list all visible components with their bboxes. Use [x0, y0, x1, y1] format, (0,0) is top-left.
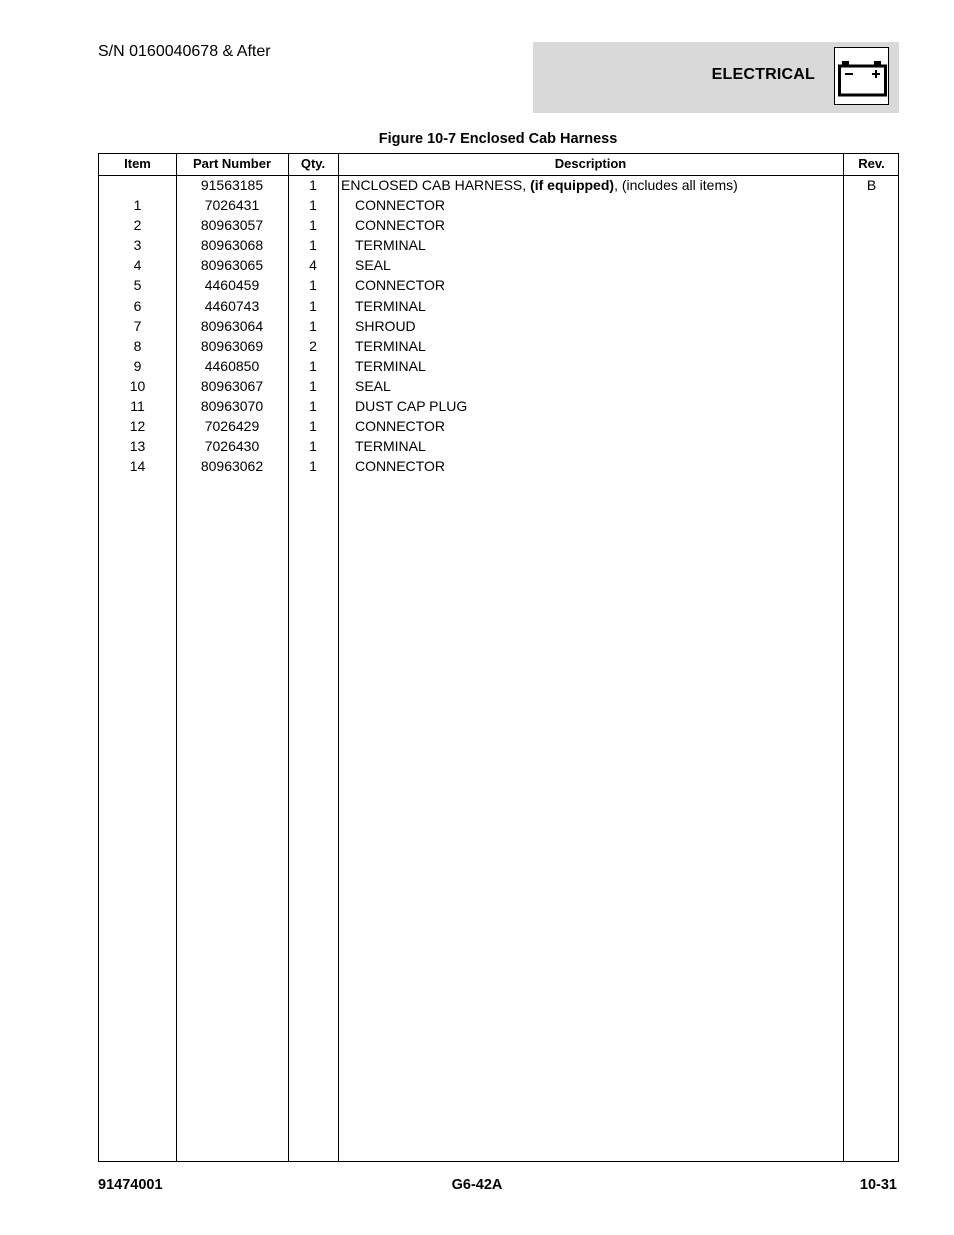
item-cell: 14	[129, 458, 146, 475]
table-row-main-assembly	[99, 175, 898, 195]
part-number-cell: 80963069	[200, 337, 264, 354]
item-cell: 12	[129, 418, 146, 435]
table-row	[99, 336, 898, 356]
description-cell: CONNECTOR	[355, 197, 445, 214]
column-header-part-number: Part Number	[192, 156, 272, 171]
qty-cell: 1	[309, 317, 317, 334]
qty-cell: 1	[309, 277, 317, 294]
description-cell: TERMINAL	[355, 438, 426, 455]
table-row	[99, 296, 898, 316]
qty-cell: 1	[309, 357, 317, 374]
qty-cell: 2	[309, 337, 317, 354]
column-header-qty: Qty.	[300, 156, 326, 171]
qty-cell: 1	[309, 197, 317, 214]
part-number-cell: 80963070	[200, 398, 264, 415]
description-cell: TERMINAL	[355, 237, 426, 254]
qty-cell: 1	[309, 398, 317, 415]
qty-cell: 1	[309, 458, 317, 475]
item-cell: 1	[133, 197, 142, 214]
item-cell: 2	[133, 217, 142, 234]
description-cell: CONNECTOR	[355, 277, 445, 294]
part-number-cell: 4460743	[204, 297, 260, 314]
table-row	[99, 215, 898, 235]
table-row	[99, 456, 898, 476]
item-cell: 11	[130, 398, 145, 415]
footer-page-number: 10-31	[859, 1177, 897, 1193]
section-title: ELECTRICAL	[711, 66, 815, 83]
rev-cell: B	[866, 177, 877, 193]
column-header-item: Item	[124, 156, 151, 171]
description-cell: TERMINAL	[355, 357, 426, 374]
description-suffix: , (includes all items)	[614, 177, 738, 193]
item-cell: 13	[129, 438, 146, 455]
item-cell: 3	[133, 237, 142, 254]
description-cell: CONNECTOR	[355, 458, 445, 475]
table-row	[99, 376, 898, 396]
parts-table	[98, 153, 899, 1162]
qty-cell: 1	[309, 418, 317, 435]
item-cell: 7	[133, 317, 142, 334]
item-rows	[99, 195, 898, 476]
qty-cell: 4	[309, 257, 317, 274]
part-number-cell: 4460850	[204, 357, 260, 374]
serial-number: S/N 0160040678 & After	[98, 43, 271, 60]
table-row	[99, 255, 898, 275]
qty-cell: 1	[309, 177, 317, 193]
description-cell: SEAL	[355, 257, 391, 274]
battery-icon	[834, 47, 889, 105]
table-row	[99, 416, 898, 436]
description-cell	[341, 176, 738, 194]
part-number-cell: 80963065	[200, 257, 264, 274]
part-number-cell: 7026429	[204, 418, 260, 435]
item-cell: 9	[133, 357, 142, 374]
part-number-cell: 91563185	[200, 177, 264, 193]
qty-cell: 1	[309, 217, 317, 234]
qty-cell: 1	[309, 237, 317, 254]
description-cell: SEAL	[355, 377, 391, 394]
part-number-cell: 80963064	[200, 317, 264, 334]
table-row	[99, 316, 898, 336]
item-cell: 8	[133, 337, 142, 354]
footer-model: G6-42A	[451, 1177, 503, 1193]
description-cell: TERMINAL	[355, 337, 426, 354]
table-row	[99, 396, 898, 416]
part-number-cell: 7026430	[204, 438, 260, 455]
column-header-description: Description	[554, 156, 627, 171]
part-number-cell: 4460459	[204, 277, 260, 294]
description-cell: SHROUD	[355, 317, 416, 334]
table-body	[99, 175, 898, 476]
qty-cell: 1	[309, 377, 317, 394]
description-cell: CONNECTOR	[355, 418, 445, 435]
part-number-cell: 7026431	[204, 197, 260, 214]
part-number-cell: 80963062	[200, 458, 264, 475]
table-row	[99, 356, 898, 376]
table-row	[99, 195, 898, 215]
item-cell: 4	[133, 257, 142, 274]
item-cell: 5	[133, 277, 142, 294]
description-cell: DUST CAP PLUG	[355, 398, 468, 415]
qty-cell: 1	[309, 438, 317, 455]
column-header-rev: Rev.	[858, 156, 885, 171]
part-number-cell: 80963067	[200, 377, 264, 394]
description-cell: TERMINAL	[355, 297, 426, 314]
part-number-cell: 80963057	[200, 217, 264, 234]
item-cell: 10	[129, 377, 146, 394]
footer-document-number: 91474001	[98, 1177, 163, 1193]
table-row	[99, 275, 898, 295]
part-number-cell: 80963068	[200, 237, 264, 254]
item-cell: 6	[133, 297, 142, 314]
table-row	[99, 436, 898, 456]
table-row	[99, 235, 898, 255]
description-text: ENCLOSED CAB HARNESS,	[341, 177, 531, 193]
figure-title: Figure 10-7 Enclosed Cab Harness	[378, 131, 618, 147]
qty-cell: 1	[309, 297, 317, 314]
description-bold-text: (if equipped)	[530, 177, 615, 193]
description-cell: CONNECTOR	[355, 217, 445, 234]
section-tab	[533, 42, 899, 113]
